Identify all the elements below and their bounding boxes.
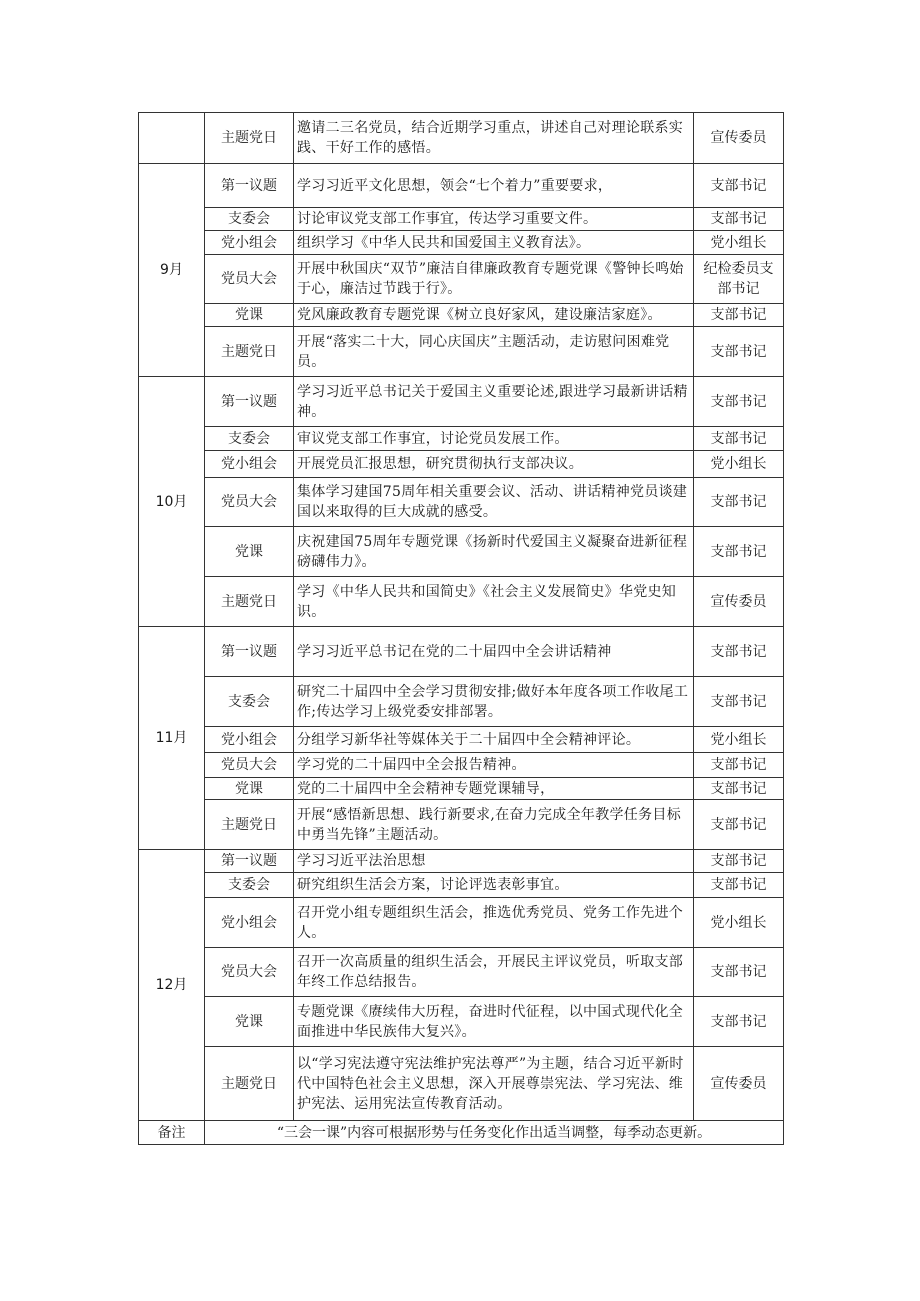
activity-owner: 支部书记 (694, 304, 784, 327)
activity-content: 庆祝建国75周年专题党课《扬新时代爱国主义凝聚奋进新征程磅礴伟力》。 (294, 527, 694, 577)
activity-content: 讨论审议党支部工作事宜，传达学习重要文件。 (294, 208, 694, 231)
activity-content: 以“学习宪法遵守宪法维护宪法尊严”为主题，结合习近平新时代中国特色社会主义思想，深入开展尊崇宪法、学习宪法、维护宪法、运用宪法宣传教育活动。 (294, 1047, 694, 1121)
activity-owner: 支部书记 (694, 873, 784, 898)
activity-owner: 支部书记 (694, 164, 784, 208)
note-text: “三会一课”内容可根据形势与任务变化作出适当调整，每季动态更新。 (205, 1121, 784, 1145)
table-row (139, 478, 784, 527)
activity-content: 召开一次高质量的组织生活会，开展民主评议党员，听取支部年终工作总结报告。 (294, 948, 694, 997)
activity-owner: 支部书记 (694, 677, 784, 727)
activity-content: 研究二十届四中全会学习贯彻安排;做好本年度各项工作收尾工作;传达学习上级党委安排部署。 (294, 677, 694, 727)
activity-owner: 支部书记 (694, 327, 784, 377)
activity-content: 学习党的二十届四中全会报告精神。 (294, 753, 694, 778)
activity-content: 分组学习新华社等媒体关于二十届四中全会精神评论。 (294, 727, 694, 753)
table-row (139, 164, 784, 208)
activity-content: 开展党员汇报思想，研究贯彻执行支部决议。 (294, 451, 694, 478)
activity-type: 党小组会 (205, 898, 294, 948)
table-row (139, 451, 784, 478)
activity-owner: 宣传委员 (694, 1047, 784, 1121)
activity-type: 支委会 (205, 208, 294, 231)
activity-type: 第一议题 (205, 164, 294, 208)
activity-type: 党课 (205, 527, 294, 577)
activity-owner: 支部书记 (694, 427, 784, 451)
activity-owner: 宣传委员 (694, 577, 784, 627)
activity-owner: 党小组长 (694, 898, 784, 948)
activity-type: 第一议题 (205, 850, 294, 873)
table-row (139, 577, 784, 627)
table-row (139, 727, 784, 753)
month-label: 11月 (139, 627, 205, 850)
activity-owner: 支部书记 (694, 208, 784, 231)
activity-owner: 支部书记 (694, 778, 784, 800)
activity-owner: 支部书记 (694, 627, 784, 677)
table-row (139, 327, 784, 377)
activity-content: 专题党课《赓续伟大历程，奋进时代征程，以中国式现代化全面推进中华民族伟大复兴》。 (294, 997, 694, 1047)
table-row (139, 850, 784, 873)
activity-content: 学习习近平法治思想 (294, 850, 694, 873)
activity-type: 第一议题 (205, 377, 294, 427)
activity-owner: 党小组长 (694, 451, 784, 478)
month-label: 10月 (139, 377, 205, 627)
table-row (139, 427, 784, 451)
activity-content: 召开党小组专题组织生活会，推选优秀党员、党务工作先进个人。 (294, 898, 694, 948)
activity-type: 党小组会 (205, 231, 294, 255)
activity-type: 主题党日 (205, 327, 294, 377)
note-label: 备注 (139, 1121, 205, 1145)
table-row (139, 1047, 784, 1121)
activity-owner: 宣传委员 (694, 113, 784, 164)
activity-owner: 支部书记 (694, 997, 784, 1047)
table-row (139, 677, 784, 727)
month-cell-empty (139, 113, 205, 164)
activity-type: 党员大会 (205, 255, 294, 304)
activity-type: 主题党日 (205, 113, 294, 164)
activity-owner: 支部书记 (694, 850, 784, 873)
table-row (139, 231, 784, 255)
activity-content: 学习《中华人民共和国简史》《社会主义发展简史》华党史知识。 (294, 577, 694, 627)
table-row (139, 997, 784, 1047)
activity-type: 主题党日 (205, 800, 294, 850)
table-row (139, 113, 784, 164)
activity-type: 党小组会 (205, 727, 294, 753)
activity-content: 党的二十届四中全会精神专题党课辅导， (294, 778, 694, 800)
activity-type: 党课 (205, 997, 294, 1047)
activity-owner: 支部书记 (694, 948, 784, 997)
activity-content: 学习习近平总书记在党的二十届四中全会讲话精神 (294, 627, 694, 677)
activity-type: 主题党日 (205, 577, 294, 627)
activity-type: 第一议题 (205, 627, 294, 677)
activity-owner: 纪检委员支部书记 (694, 255, 784, 304)
activity-content: 集体学习建国75周年相关重要会议、活动、讲话精神党员谈建国以来取得的巨大成就的感受。 (294, 478, 694, 527)
table-row (139, 627, 784, 677)
table-row (139, 377, 784, 427)
activity-content: 审议党支部工作事宜，讨论党员发展工作。 (294, 427, 694, 451)
activity-content: 开展“感悟新思想、践行新要求,在奋力完成全年教学任务目标中勇当先锋”主题活动。 (294, 800, 694, 850)
activity-plan-table (138, 112, 784, 1145)
table-row (139, 753, 784, 778)
activity-owner: 党小组长 (694, 231, 784, 255)
activity-owner: 支部书记 (694, 377, 784, 427)
month-label: 12月 (139, 850, 205, 1121)
month-label: 9月 (139, 164, 205, 377)
activity-type: 支委会 (205, 677, 294, 727)
activity-type: 党小组会 (205, 451, 294, 478)
note-row (139, 1121, 784, 1145)
activity-content: 组织学习《中华人民共和国爱国主义教育法》。 (294, 231, 694, 255)
activity-content: 学习习近平总书记关于爱国主义重要论述,跟进学习最新讲话精神。 (294, 377, 694, 427)
activity-owner: 支部书记 (694, 527, 784, 577)
activity-content: 学习习近平文化思想，领会“七个着力”重要要求， (294, 164, 694, 208)
activity-type: 党员大会 (205, 753, 294, 778)
table-row (139, 948, 784, 997)
activity-type: 支委会 (205, 873, 294, 898)
table-row (139, 873, 784, 898)
activity-content: 党风廉政教育专题党课《树立良好家风，建设廉洁家庭》。 (294, 304, 694, 327)
table-row (139, 527, 784, 577)
activity-type: 支委会 (205, 427, 294, 451)
table-row (139, 778, 784, 800)
activity-owner: 支部书记 (694, 478, 784, 527)
activity-type: 党员大会 (205, 948, 294, 997)
activity-type: 党课 (205, 304, 294, 327)
table-row (139, 800, 784, 850)
table-row (139, 255, 784, 304)
table-row (139, 898, 784, 948)
activity-type: 党员大会 (205, 478, 294, 527)
activity-owner: 党小组长 (694, 727, 784, 753)
table-row (139, 304, 784, 327)
activity-owner: 支部书记 (694, 753, 784, 778)
activity-content: 开展“落实二十大，同心庆国庆”主题活动，走访慰问困难党员。 (294, 327, 694, 377)
activity-content: 研究组织生活会方案，讨论评选表彰事宜。 (294, 873, 694, 898)
activity-type: 党课 (205, 778, 294, 800)
activity-type: 主题党日 (205, 1047, 294, 1121)
activity-content: 开展中秋国庆“双节”廉洁自律廉政教育专题党课《警钟长鸣始于心，廉洁过节践于行》。 (294, 255, 694, 304)
table-row (139, 208, 784, 231)
activity-content: 邀请二三名党员，结合近期学习重点，讲述自己对理论联系实践、干好工作的感悟。 (294, 113, 694, 164)
activity-owner: 支部书记 (694, 800, 784, 850)
table-body (139, 113, 784, 1145)
